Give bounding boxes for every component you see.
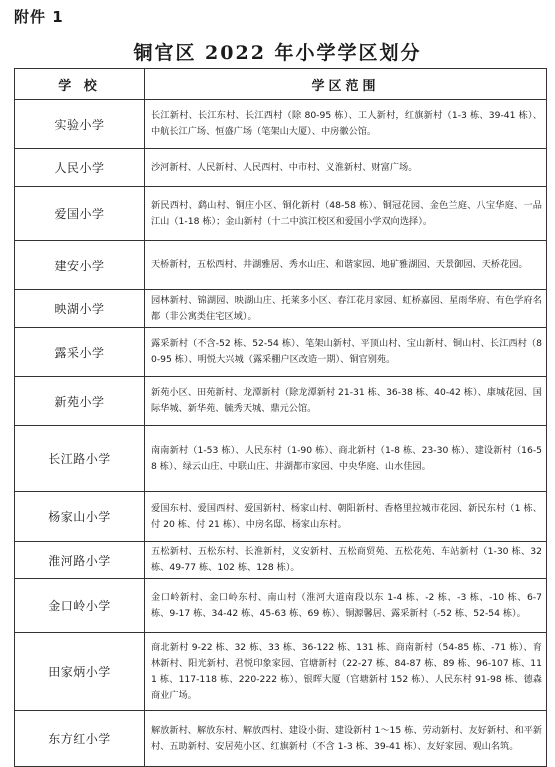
- school-district-table: [14, 68, 547, 767]
- district-scope: 五松新村、五松东村、长淮新村，义安新村、五松商贸苑、五松花苑、车站新村（1-30 栋、32 栋、49-77 栋、102 栋、128 栋）。: [145, 542, 547, 579]
- table-header-row: [15, 69, 547, 100]
- table-row: [15, 149, 547, 187]
- table-row: [15, 187, 547, 241]
- district-scope: 南南新村（1-53 栋）、人民东村（1-90 栋）、商北新村（1-8 栋、23-30 栋）、建设新村（16-58 栋）、绿云山庄、中联山庄、井湖都市家园、中央华庭、山水佳园。: [145, 426, 547, 492]
- school-name: 东方红小学: [15, 711, 145, 767]
- table-row: [15, 328, 547, 377]
- district-scope: 长江新村、长江东村、长江西村（除 80-95 栋）、工人新村，红旗新村（1-3 栋、39-41 栋）、中航长江广场、恒盛广场（笔架山大厦）、中房徽公馆。: [145, 100, 547, 149]
- school-name: 田家炳小学: [15, 633, 145, 711]
- school-name: 长江路小学: [15, 426, 145, 492]
- school-name: 实验小学: [15, 100, 145, 149]
- school-name: 人民小学: [15, 149, 145, 187]
- school-name: 露采小学: [15, 328, 145, 377]
- column-header-school: 学 校: [15, 69, 145, 100]
- district-scope: 沙河新村、人民新村、人民西村、中市村、义淮新村、财富广场。: [145, 149, 547, 187]
- district-scope: 解放新村、解放东村、解放西村、建设小街、建设新村 1～15 栋、劳动新村、友好新村、和平新村、五助新村、安居苑小区、红旗新村（不含 1-3 栋、39-41 栋）、友好家园、观山名筑。: [145, 711, 547, 767]
- table-row: [15, 492, 547, 542]
- table-row: [15, 633, 547, 711]
- table-row: [15, 711, 547, 767]
- table-row: [15, 241, 547, 290]
- district-scope: 爱国东村、爱国西村、爱国新村、杨家山村、朝阳新村、香格里拉城市花园、新民东村（1 栋、付 20 栋、付 21 栋）、中房名邸、杨家山东村。: [145, 492, 547, 542]
- district-scope: 新民西村、鹞山村、铜庄小区、铜化新村（48-58 栋）、铜冠花园、金色兰庭、八宝华庭、一品江山（1-18 栋）；金山新村（十二中滨江校区和爱国小学双向选择）。: [145, 187, 547, 241]
- district-scope: 新苑小区、田苑新村、龙潭新村（除龙潭新村 21-31 栋、36-38 栋、40-42 栋）、康城花园、国际华城、新华苑、毓秀天城、鼎元公馆。: [145, 377, 547, 426]
- table-row: [15, 579, 547, 633]
- table-row: [15, 426, 547, 492]
- table-row: [15, 542, 547, 579]
- attachment-label: 附件 1: [14, 8, 64, 26]
- district-scope: 天桥新村，五松西村、井湖雅居、秀水山庄、和谐家园、地矿雅湖园、天景御园、天桥花园。: [145, 241, 547, 290]
- district-scope: 露采新村（不含-52 栋、52-54 栋）、笔架山新村、平顶山村、宝山新村、铜山村、长江西村（80-95 栋）、明悦大兴城（露采棚户区改造一期）、铜官别苑。: [145, 328, 547, 377]
- table-row: [15, 377, 547, 426]
- page-title: 铜官区 2022 年小学学区划分: [133, 42, 422, 64]
- school-name: 新苑小学: [15, 377, 145, 426]
- school-name: 爱国小学: [15, 187, 145, 241]
- table-row: [15, 100, 547, 149]
- district-scope: 园林新村、锦湖园、映湖山庄、托莱多小区、春江花月家园、虹桥嘉园、星雨华府、有色学府名都（非公寓类住宅区域）。: [145, 290, 547, 328]
- table-row: [15, 290, 547, 328]
- school-name: 映湖小学: [15, 290, 145, 328]
- school-name: 建安小学: [15, 241, 145, 290]
- column-header-zone: 学区范围: [145, 69, 547, 100]
- school-name: 金口岭小学: [15, 579, 145, 633]
- school-name: 淮河路小学: [15, 542, 145, 579]
- district-scope: 金口岭新村、金口岭东村、南山村（淮河大道南段以东 1-4 栋、-2 栋、-3 栋、-10 栋、6-7 栋、9-17 栋、34-42 栋、45-63 栋、69 栋）、铜源馨居、露采新村（-52 栋、52-54 栋）。: [145, 579, 547, 633]
- district-scope: 商北新村 9-22 栋、32 栋、33 栋、36-122 栋、131 栋、商南新村（54-85 栋、-71 栋）、育林新村、阳光新村、君悦印象家园、官塘新村（22-27 栋、84-87 栋、89 栋、96-107 栋、111 栋、117-118 栋、220-222 栋）、银晖大厦（官塘新村 152 栋）、人民东村 91-98 栋、德森商业广场。: [145, 633, 547, 711]
- school-name: 杨家山小学: [15, 492, 145, 542]
